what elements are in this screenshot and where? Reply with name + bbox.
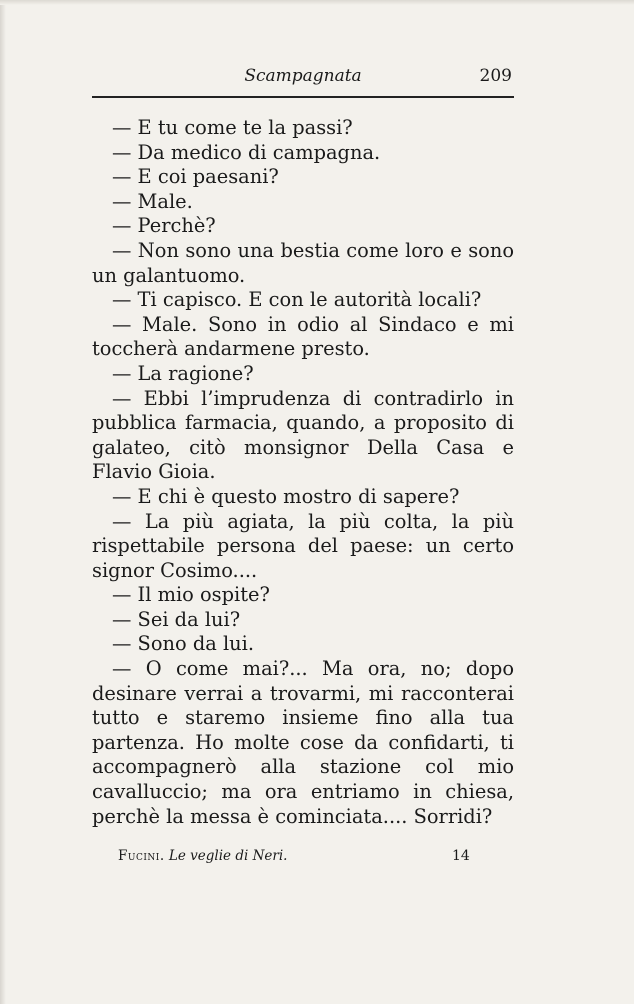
signature-number: 14 bbox=[452, 848, 470, 864]
header-rule bbox=[92, 96, 514, 98]
paragraph: — E tu come te la passi? bbox=[112, 116, 353, 139]
footer-author: Fucini. bbox=[118, 848, 165, 864]
paragraph: — La più agiata, la più colta, la più rispettabile persona del paese: un certo signor Cosimo.... bbox=[92, 509, 514, 582]
page-top-edge bbox=[0, 0, 634, 5]
paragraph: — Il mio ospite? bbox=[112, 583, 270, 607]
footer-work-title: Le veglie di Neri. bbox=[168, 848, 288, 864]
paragraph: — Male. bbox=[112, 189, 193, 213]
running-title: Scampagnata bbox=[244, 66, 362, 86]
paragraph: — Sei da lui? bbox=[112, 607, 241, 631]
paragraph: — Ebbi l’imprudenza di contradirlo in pubblica farmacia, quando, a proposito di galateo, citò monsignor Della Casa e Flavio Gioia. bbox=[92, 386, 514, 484]
paragraph: — E chi è questo mostro di sapere? bbox=[112, 484, 460, 508]
paragraph: — Sono da lui. bbox=[112, 632, 255, 656]
paragraph: — Da medico di campagna. bbox=[112, 140, 381, 164]
body-text bbox=[92, 116, 514, 829]
signature-line bbox=[118, 848, 287, 864]
paragraph: — Perchè? bbox=[112, 214, 216, 238]
page-number: 209 bbox=[479, 66, 512, 86]
paragraph: — Non sono una bestia come loro e sono un galantuomo. bbox=[92, 238, 514, 287]
paragraph: — La ragione? bbox=[112, 361, 254, 385]
paragraph: — O come mai?... Ma ora, no; dopo desinare verrai a trovarmi, mi racconterai tutto e staremo insieme fino alla tua partenza. Ho molte cose da confidarti, ti accompagnerò alla stazione col mio cavalluccio; ma ora entriamo in chiesa, perchè la messa è cominciata.... Sorridi? bbox=[92, 657, 514, 828]
page-edge bbox=[0, 0, 6, 1004]
paragraph: — Male. Sono in odio al Sindaco e mi toccherà andarmene presto. bbox=[92, 312, 514, 361]
paragraph: — E coi paesani? bbox=[112, 165, 279, 189]
page-header bbox=[92, 62, 514, 92]
paragraph: — Ti capisco. E con le autorità locali? bbox=[112, 288, 482, 312]
